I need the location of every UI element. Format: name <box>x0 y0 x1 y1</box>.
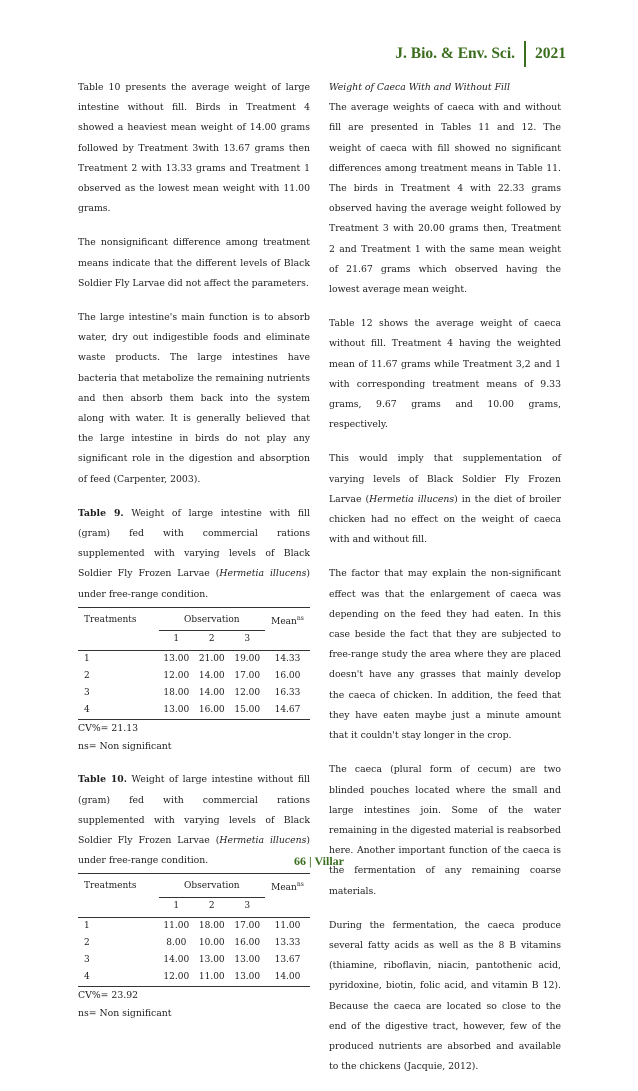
table-10-caption: Table 10. Weight of large intestine without fill (gram) fed with commercial rations supplemented with varying levels of Black Soldier Fly Frozen Larvae (Hermetia illucens) under free-range condition. <box>78 774 310 867</box>
journal-name: J. Bio. & Env. Sci. <box>395 45 515 62</box>
table-9-ns-note: ns= Non significant <box>78 741 172 753</box>
paragraph: The factor that may explain the non-significant effect was that the enlargement of caeca was depending on the feed they had eaten. In this case beside the fact that they are subjected to free-range study the area where they are placed doesn't have any grasses that mainly develop the caeca of chicken. In addition, the feed that they have eaten maybe just a minute amount that it couldn't stay longer in the crop. <box>329 568 561 742</box>
paragraph: The caeca (plural form of cecum) are two blinded pouches located where the small and large intestines join. Some of the water remaining in the digested material is reabsorbed here. Another important function of the caeca is the fermentation of any remaining coarse materials. <box>329 764 561 897</box>
obs-col-2: 2 <box>194 631 229 651</box>
obs-col-2: 2 <box>194 897 229 917</box>
table-label: Table 10. <box>78 774 128 786</box>
paragraph: The nonsignificant difference among treatment means indicate that the different levels of Black Soldier Fly Larvae did not affect the parameters. <box>78 237 310 289</box>
col-header-treatments: Treatments <box>78 607 159 631</box>
journal-header <box>395 41 566 67</box>
col-header-mean: Mean$^{ns}$ <box>265 874 310 898</box>
journal-year: 2021 <box>535 45 566 62</box>
paragraph: Table 12 shows the average weight of caeca without fill. Treatment 4 having the weighted mean of 11.67 grams while Treatment 3,2 and 1 with corresponding treatment means of 9.33 grams, 9.67 grams and 10.00 grams, respectively. <box>329 318 561 431</box>
paragraph: Table 10 presents the average weight of large intestine without fill. Birds in Treatment 4 showed a heaviest mean weight of 14.00 grams followed by Treatment 3with 13.67 grams then Treatment 2 with 13.33 grams and Treatment 1 observed as the lowest mean weight with 11.00 grams. <box>78 82 310 215</box>
table-9 <box>78 607 310 721</box>
obs-col-1: 1 <box>159 897 194 917</box>
table-row: 2 8.00 10.00 16.00 13.33 <box>84 937 301 948</box>
table-9-cv: CV%= 21.13 <box>78 723 139 735</box>
table-9-caption: Table 9. Weight of large intestine with fill (gram) fed with commercial rations supplemented with varying levels of Black Soldier Fly Frozen Larvae (Hermetia illucens) under free-range condition. <box>78 507 310 600</box>
table-row: 4 12.00 11.00 13.00 14.00 <box>78 969 310 987</box>
table-10-cv: CV%= 23.92 <box>78 989 139 1001</box>
table-row: 4 13.00 16.00 15.00 14.67 <box>78 702 310 720</box>
col-header-observation: Observation <box>159 607 265 631</box>
left-column <box>78 78 310 1023</box>
table-row: 2 12.00 14.00 17.00 16.00 <box>84 671 301 682</box>
right-column <box>329 78 561 1091</box>
col-header-mean: Mean$^{ns}$ <box>265 607 310 631</box>
col-header-observation: Observation <box>159 874 265 898</box>
table-row: 1 11.00 18.00 17.00 11.00 <box>84 920 301 931</box>
paragraph: During the fermentation, the caeca produce several fatty acids as well as the 8 B vitamins (thiamine, riboflavin, niacin, pantothenic acid, pyridoxine, biotin, folic acid, and vitamin B 12). Because the caeca are located so close to the end of the digestive tract, however, few of the produced nutrients are absorbed and available to the chickens (Jacquie, 2012). <box>329 919 561 1073</box>
obs-col-3: 3 <box>230 897 265 917</box>
table-row: 1 13.00 21.00 19.00 14.33 <box>84 654 301 665</box>
paragraph: This would imply that supplementation of varying levels of Black Soldier Fly Frozen Larvae (Hermetia illucens) in the diet of broiler chicken had no effect on the weight of caeca with and without fill. <box>329 453 561 546</box>
table-10 <box>78 873 310 987</box>
species-name: Hermetia illucens <box>219 568 307 580</box>
species-name: Hermetia illucens <box>219 834 307 846</box>
species-name: Hermetia illucens <box>369 493 455 505</box>
table-row: 3 14.00 13.00 13.00 13.67 <box>84 954 301 965</box>
col-header-treatments: Treatments <box>78 874 159 898</box>
paragraph: The average weights of caeca with and without fill are presented in Tables 11 and 12. The weight of caeca with fill showed no significant differences among treatment means in Table 11. The birds in Treatment 4 with 22.33 grams observed having the average weight followed by Treatment 3 with 20.00 grams then, Treatment 2 and Treatment 1 with the same mean weight of 21.67 grams which observed having the lowest average mean weight. <box>329 102 561 296</box>
page-number: 66 <box>293 854 306 868</box>
table-10-ns-note: ns= Non significant <box>78 1007 172 1019</box>
footer-separator: | <box>308 854 312 868</box>
page-footer <box>0 854 638 869</box>
header-separator <box>524 41 526 67</box>
section-heading: Weight of Caeca With and Without Fill <box>329 82 510 93</box>
table-row: 3 18.00 14.00 12.00 16.33 <box>84 688 301 699</box>
table-label: Table 9. <box>78 507 124 519</box>
obs-col-3: 3 <box>230 631 265 651</box>
footer-author: Villar <box>314 854 344 868</box>
paragraph: The large intestine's main function is to absorb water, dry out indigestible foods and eliminate waste products. The large intestines have bacteria that metabolize the remaining nutrients and then absorb them back into the system along with water. It is generally believed that the large intestine in birds do not play any significant role in the digestion and absorption of feed (Carpenter, 2003). <box>78 312 310 485</box>
obs-col-1: 1 <box>159 631 194 651</box>
